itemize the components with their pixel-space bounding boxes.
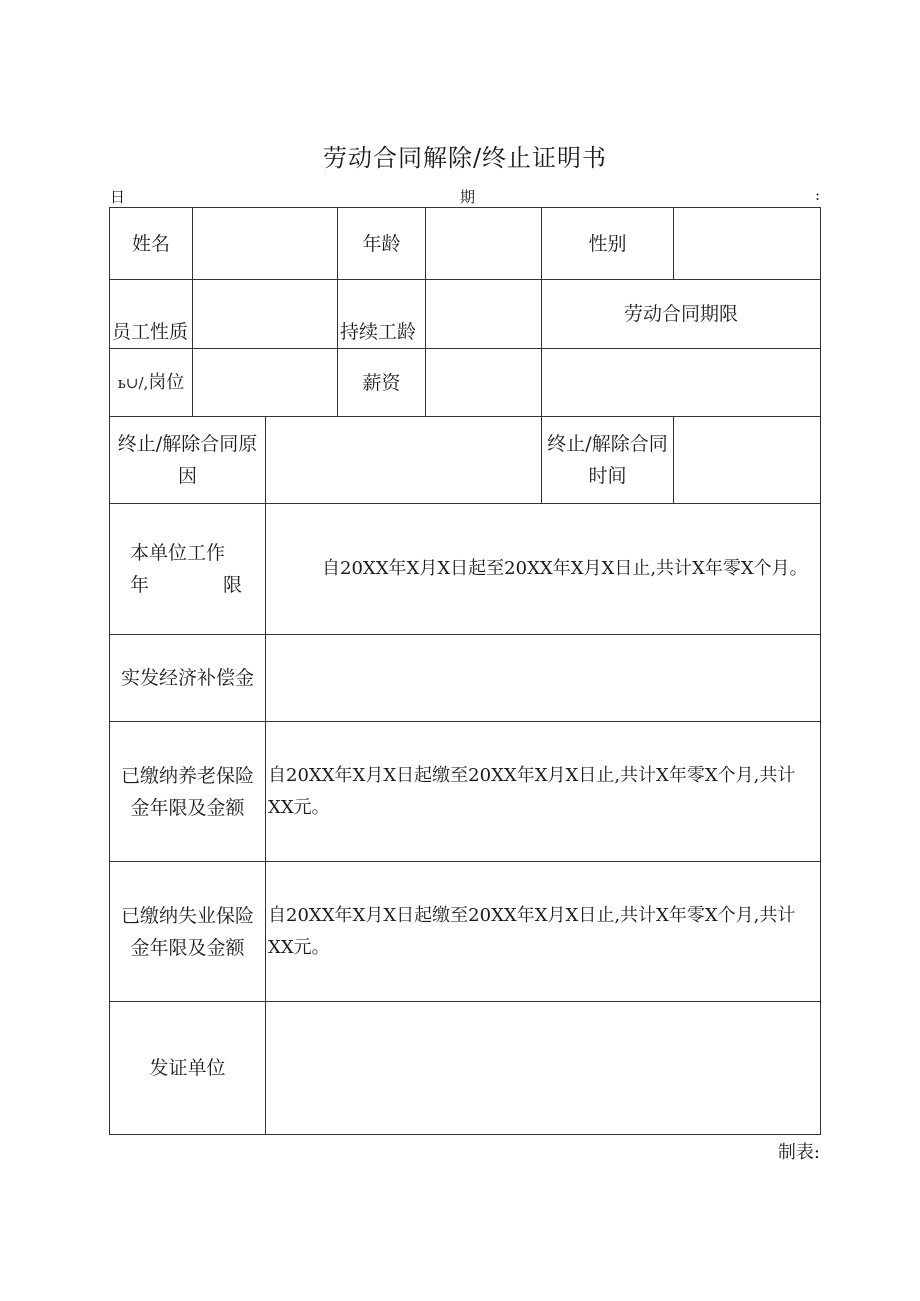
post-label: 岗位 — [148, 371, 185, 393]
termination-time-field[interactable] — [674, 417, 821, 504]
post-prefix-glyph: ь∪/, — [117, 373, 149, 392]
unemployment-text[interactable]: 自20XX年X月X日起缴至20XX年X月X日止,共计X年零X个月,共计XX元。 — [266, 862, 821, 1002]
termination-reason-field[interactable] — [266, 417, 542, 504]
name-field[interactable] — [193, 208, 338, 280]
date-label-mid: 期 — [460, 188, 476, 206]
service-years-field[interactable] — [426, 280, 542, 349]
post-label-cell — [110, 349, 193, 417]
salary-field[interactable] — [426, 349, 542, 417]
table-row — [110, 635, 821, 722]
table-row — [110, 208, 821, 280]
table-row — [110, 417, 821, 504]
compensation-label: 实发经济补偿金 — [110, 635, 266, 722]
work-years-label-limit: 限 — [222, 574, 242, 596]
table-row — [110, 722, 821, 862]
work-years-text[interactable]: 自20XX年X月X日起至20XX年X月X日止,共计X年零X个月。 — [266, 504, 821, 635]
name-label: 姓名 — [110, 208, 193, 280]
work-years-label-year: 年 — [130, 574, 150, 596]
work-years-label-line1: 本单位工作 — [130, 542, 226, 564]
service-years-label: 持续工龄 — [338, 280, 426, 349]
table-row — [110, 862, 821, 1002]
contract-term-label: 劳动合同期限 — [542, 280, 821, 349]
issuer-field[interactable] — [266, 1002, 821, 1135]
work-years-label-line2 — [130, 569, 242, 601]
table-row — [110, 504, 821, 635]
post-field[interactable] — [193, 349, 338, 417]
contract-term-field[interactable] — [542, 349, 821, 417]
work-years-label — [110, 504, 266, 635]
table-row — [110, 280, 821, 349]
table-row — [110, 1002, 821, 1135]
employee-type-field[interactable] — [193, 280, 338, 349]
certificate-form-table — [109, 207, 821, 1135]
date-colon: : — [814, 186, 820, 204]
table-row — [110, 349, 821, 417]
age-label: 年龄 — [338, 208, 426, 280]
compensation-field[interactable] — [266, 635, 821, 722]
gender-label: 性别 — [542, 208, 674, 280]
date-label-left: 日 — [110, 188, 126, 206]
date-row — [110, 186, 820, 208]
unemployment-label: 已缴纳失业保险金年限及金额 — [110, 862, 266, 1002]
document-title: 劳动合同解除/终止证明书 — [322, 144, 608, 172]
termination-reason-label: 终止/解除合同原因 — [110, 417, 266, 504]
employee-type-label: 员工性质 — [110, 280, 193, 349]
issuer-label: 发证单位 — [110, 1002, 266, 1135]
gender-field[interactable] — [674, 208, 821, 280]
termination-time-label: 终止/解除合同时间 — [542, 417, 674, 504]
pension-text[interactable]: 自20XX年X月X日起缴至20XX年X月X日止,共计X年零X个月,共计XX元。 — [266, 722, 821, 862]
age-field[interactable] — [426, 208, 542, 280]
footer-prepared-by: 制表: — [777, 1142, 820, 1163]
salary-label: 薪资 — [338, 349, 426, 417]
pension-label: 已缴纳养老保险金年限及金额 — [110, 722, 266, 862]
